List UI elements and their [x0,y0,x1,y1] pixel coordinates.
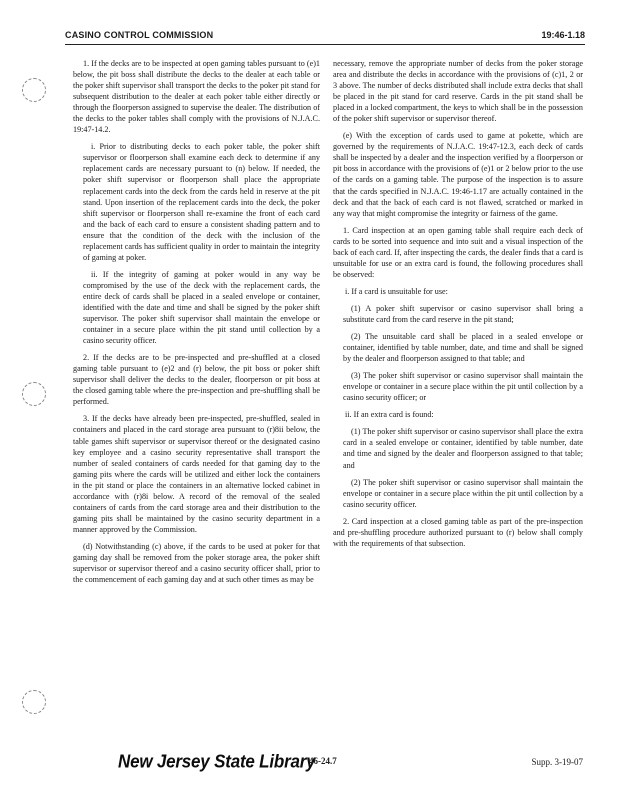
paragraph-c1: 1. If the decks are to be inspected at open gaming tables pursuant to (e)1 below, the pit boss shall distribute the decks to the dealer at each table or the poker shift supervisor shall transport the decks to the poker pit stand for subsequent distribution to the dealer at each poker table either directly or through the floorperson assigned to supervise the dealer. The distribution of the decks to the poker tables shall comply with the provisions of N.J.A.C. 19:47-14.2. [73,59,320,135]
paragraph-e1-ii-1: (1) The poker shift supervisor or casino supervisor shall place the extra card in a sealed envelope or container, identified by table number, date and time and signed by the dealer and floorperson assigned to that table; and [343,427,583,470]
paragraph-e1-ii-2: (2) The poker shift supervisor or casino supervisor shall maintain the envelope or container in a secure place within the pit until collection by a casino security officer. [343,477,583,509]
header-section-number: 19:46-1.18 [541,30,585,40]
paragraph-c1-i: i. Prior to distributing decks to each poker table, the poker shift supervisor or floorperson shall examine each deck to determine if any replacement cards are necessary pursuant to (n) below. If needed, the poker shift supervisor or floorperson shall place the appropriate replacement cards into the deck from the cards held in reserve at the pit stand. Upon insertion of the replacement cards into the deck, the poker shift supervisor or floorperson shall re-examine the front of each card and the back of each card to ensure a consistent shading pattern and to ensure that the condition of the deck with the inclusion of the replacement cards has sufficient quality in order to maintain the integrity of gaming at poker. [83,142,320,262]
paragraph-e1-i-3: (3) The poker shift supervisor or casino supervisor shall maintain the envelope or container in a secure place within the pit until collection by a casino security officer; or [343,371,583,403]
paragraph-e1: 1. Card inspection at an open gaming table shall require each deck of cards to be sorted into sequence and into suit and a visual inspection of the back of each card. If, after inspecting the cards, the dealer finds that a card is unsuitable for use or an extra card is found, the following procedures shall be observed: [333,225,583,279]
paragraph-e1-i-2: (2) The unsuitable card shall be placed in a sealed envelope or container, identified by table number, date, and time and shall be signed by the dealer and floorperson assigned to that table; and [343,332,583,364]
paragraph-d: (d) Notwithstanding (c) above, if the cards to be used at poker for that gaming day shall be removed from the poker storage area, the poker shift supervisor or supervisor thereof and a casino security officer shall, prior to the commencement of each gaming day and at such other times as may be [73,541,320,585]
punch-hole [22,690,46,714]
page-number: 46-24.7 [309,756,337,766]
paragraph-e1-i-1: (1) A poker shift supervisor or casino supervisor shall bring a substitute card from the card reserve in the pit stand; [343,303,583,324]
supplement-date: Supp. 3-19-07 [531,757,583,767]
paragraph-c1-ii: ii. If the integrity of gaming at poker would in any way be compromised by the use of the deck with the replacement cards, the entire deck of cards shall be placed in a sealed envelope or container, identified with the date and time and shall be signed by the poker shift supervisor. The poker shift supervisor shall maintain the envelope or container in a secure place within the pit stand until collection by a casino security officer. [83,269,320,346]
running-header [65,30,585,45]
left-column [73,58,320,591]
paragraph-e1-ii: ii. If an extra card is found: [345,410,434,420]
paragraph-c2: 2. If the decks are to be pre-inspected and pre-shuffled at a closed gaming table pursuant to (e)2 and (r) below, the pit boss or poker shift supervisor shall deliver the decks to the dealer, floorperson or pit boss at the closed gaming table where the pre-inspection and pre-shuffling shall be performed. [73,353,320,407]
punch-hole [22,382,46,406]
paragraph-e: (e) With the exception of cards used to game at pokette, which are governed by the requirements of N.J.A.C. 19:47-12.3, each deck of cards shall be inspected by a dealer and the inspection verified by a floorperson or pit boss in accordance with the provisions of (e)1 or 2 below prior to the use of the cards on a gaming table. The purpose of the inspection is to assure that the cards specified in N.J.A.C. 19:46-1.17 are actually contained in the deck and that the back of each card is not flawed, scratched or marked in any way that might compromise the integrity or fairness of the game. [333,131,583,218]
paragraph-e1-i: i. If a card is unsuitable for use: [345,286,448,296]
right-column [333,58,583,555]
paragraph-e2: 2. Card inspection at a closed gaming table as part of the pre-inspection and pre-shuffling procedure authorized pursuant to (r) below shall comply with the requirements of that subsection. [333,516,583,548]
paragraph-c3: 3. If the decks have already been pre-inspected, pre-shuffled, sealed in containers and placed in the card storage area pursuant to (r)8ii below, the table games shift supervisor or supervisor thereof or the designated casino key employee and a casino security representative shall transport the number of sealed containers of cards needed for that gaming day to the gaming pits where the cards will be utilized and either lock the containers in the pit stand or place the containers in an alternative locked cabinet in accordance with (r)8i below. A record of the removal of the sealed containers of cards from the card storage area and their distribution to the gaming pits shall be maintained by the casino security department in a manner approved by the Commission. [73,414,320,534]
paragraph-d-continued: necessary, remove the appropriate number of decks from the poker storage area and distribute the decks in accordance with the provisions of (c)1, 2 or 3 above. The number of decks distributed shall include extra decks that shall be placed in the pit stand for card reserve. Cards in the pit stand shall be placed in a locked compartment, the keys to which shall be in the possession of the poker shift supervisor or supervisor thereof. [333,59,583,124]
header-title: CASINO CONTROL COMMISSION [65,30,214,40]
library-stamp: New Jersey State Library [118,751,316,772]
punch-hole [22,78,46,102]
